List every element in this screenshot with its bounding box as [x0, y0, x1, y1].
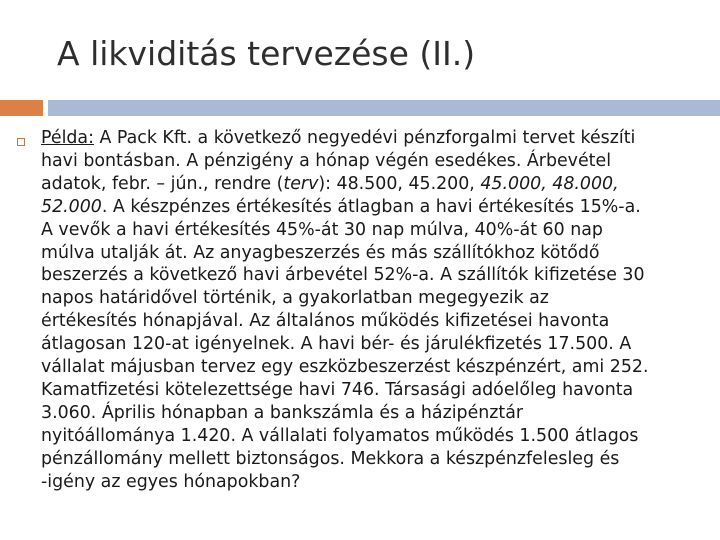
emphasis-planned-value: 52.000 [41, 196, 102, 217]
paragraph-line: napos határidővel történik, a gyakorlatban megegyezik az [41, 288, 549, 309]
paragraph-line: értékesítés hónapjával. Az általános működés kifizetései havonta [41, 311, 610, 332]
paragraph-line: nyitóállománya 1.420. A vállalati folyamatos működés 1.500 átlagos [41, 425, 639, 446]
paragraph-line: 52.000. A készpénzes értékesítés átlagban a havi értékesítés 15%-a. [41, 196, 641, 217]
paragraph-line: átlagosan 120-at igényelnek. A havi bér- és járulékfizetés 17.500. A [41, 334, 632, 355]
paragraph-line: Kamatfizetési kötelezettsége havi 746. Társasági adóelőleg havonta [41, 379, 634, 400]
example-label: Példa: [41, 128, 94, 148]
emphasis-planned-values: 45.000, 48.000, [480, 173, 619, 194]
paragraph-line: A vevők a havi értékesítés 45%-át 30 nap múlva, 40%-át 60 nap [41, 219, 603, 240]
emphasis-terv: terv [283, 173, 319, 194]
paragraph-line: beszerzés a következő havi árbevétel 52%-a. A szállítók kifizetése 30 [41, 265, 645, 286]
paragraph-line: havi bontásban. A pénzigény a hónap végén esedékes. Árbevétel [41, 150, 612, 171]
paragraph-line: adatok, febr. – jún., rendre (terv): 48.500, 45.200, 45.000, 48.000, [41, 173, 619, 194]
paragraph-line: pénzállomány mellett biztonságos. Mekkora a készpénzfelesleg és [41, 448, 620, 469]
title-underline-bar [48, 100, 720, 116]
slide-title: A likviditás tervezése (II.) [57, 34, 476, 73]
paragraph-line: -igény az egyes hónapokban? [41, 471, 301, 492]
paragraph-line: Példa: A Pack Kft. a következő negyedévi pénzforgalmi tervet készíti [41, 128, 636, 148]
paragraph-line: 3.060. Április hónapban a bankszámla és a házipénztár [41, 402, 524, 423]
paragraph-line: vállalat májusban tervez egy eszközbeszerzést készpénzért, ami 252. [41, 357, 649, 378]
square-bullet-icon [17, 138, 25, 146]
title-underline-accent [0, 100, 43, 116]
paragraph-line: múlva utalják át. Az anyagbeszerzés és más szállítókhoz kötődő [41, 242, 600, 263]
example-paragraph [41, 127, 713, 494]
